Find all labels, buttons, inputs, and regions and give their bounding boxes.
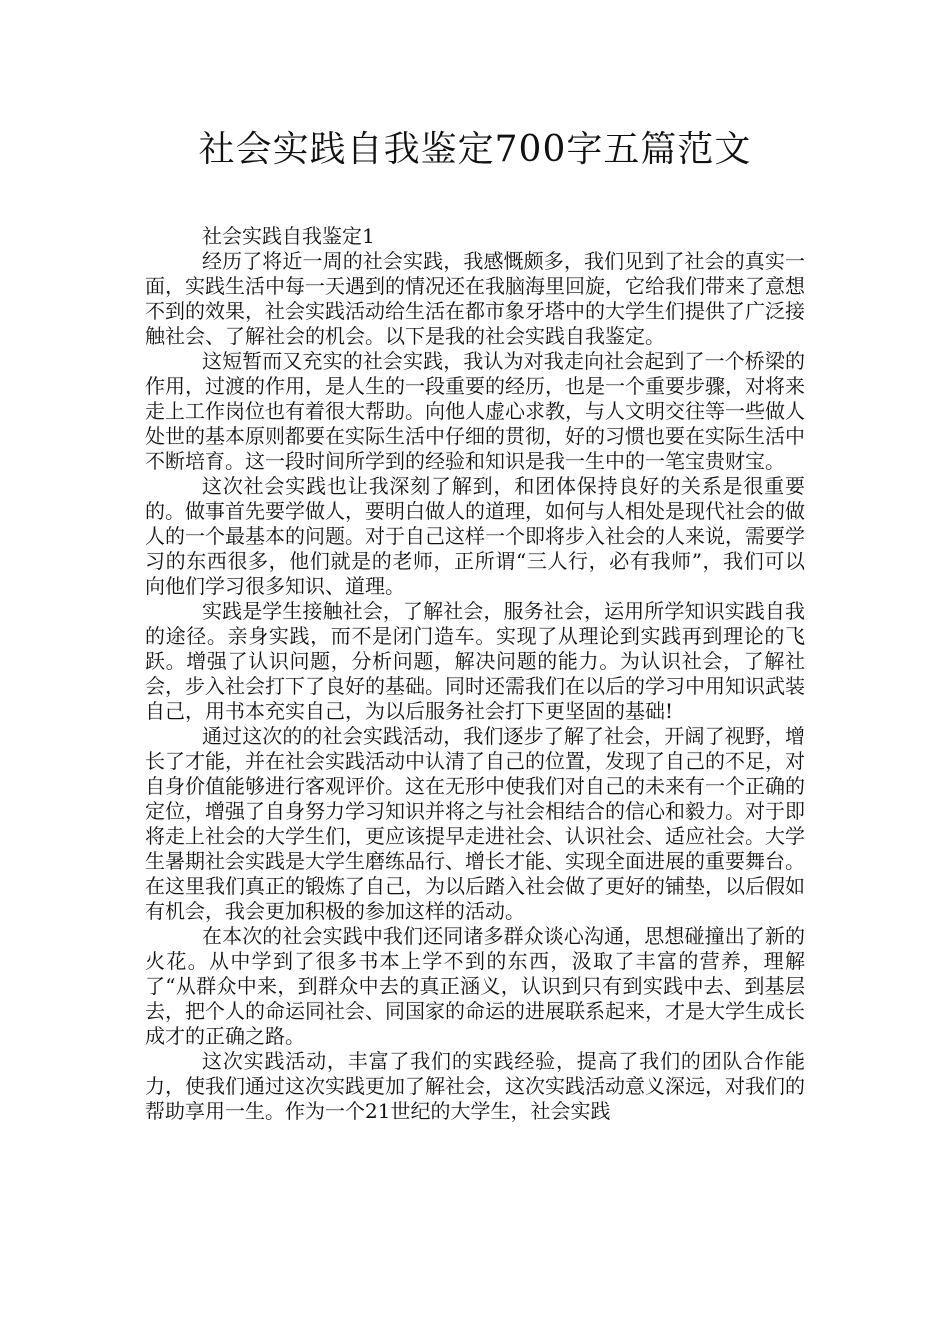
paragraph: 这次实践活动，丰富了我们的实践经验，提高了我们的团队合作能力，使我们通过这次实践更加了解社会，这次实践活动意义深远，对我们的帮助享用一生。作为一个21世纪的大学生，社会实践 — [145, 1049, 805, 1123]
document-body — [145, 224, 805, 1124]
paragraph: 经历了将近一周的社会实践，我感慨颇多，我们见到了社会的真实一面，实践生活中每一天遇到的情况还在我脑海里回旋，它给我们带来了意想不到的效果，社会实践活动给生活在都市象牙塔中的大学生们提供了广泛接触社会、了解社会的机会。以下是我的社会实践自我鉴定。 — [145, 249, 805, 348]
paragraph: 在本次的社会实践中我们还同诸多群众谈心沟通，思想碰撞出了新的火花。从中学到了很多书本上学不到的东西，汲取了丰富的营养，理解了“从群众中来，到群众中去的真正涵义，认识到只有到实践中去、到基层去，把个人的命运同社会、同国家的命运的进展联系起来，才是大学生成长成才的正确之路。 — [145, 924, 805, 1048]
paragraph: 这次社会实践也让我深刻了解到，和团体保持良好的关系是很重要的。做事首先要学做人，要明白做人的道理，如何与人相处是现代社会的做人的一个最基本的问题。对于自己这样一个即将步入社会的人来说，需要学习的东西很多，他们就是的老师，正所谓“三人行，必有我师”，我们可以向他们学习很多知识、道理。 — [145, 474, 805, 598]
page-title: 社会实践自我鉴定700字五篇范文 — [198, 129, 752, 170]
section-heading: 社会实践自我鉴定1 — [202, 224, 375, 248]
paragraph: 实践是学生接触社会，了解社会，服务社会，运用所学知识实践自我的途径。亲身实践，而不是闭门造车。实现了从理论到实践再到理论的飞跃。增强了认识问题，分析问题，解决问题的能力。为认识社会，了解社会，步入社会打下了良好的基础。同时还需我们在以后的学习中用知识武装自己，用书本充实自己，为以后服务社会打下更坚固的基础! — [145, 599, 805, 723]
paragraph: 这短暂而又充实的社会实践，我认为对我走向社会起到了一个桥梁的作用，过渡的作用，是人生的一段重要的经历，也是一个重要步骤，对将来走上工作岗位也有着很大帮助。向他人虚心求教，与人文明交往等一些做人处世的基本原则都要在实际生活中仔细的贯彻，好的习惯也要在实际生活中不断培育。这一段时间所学到的经验和知识是我一生中的一笔宝贵财宝。 — [145, 349, 805, 473]
paragraph: 通过这次的的社会实践活动，我们逐步了解了社会，开阔了视野，增长了才能，并在社会实践活动中认清了自己的位置，发现了自己的不足，对自身价值能够进行客观评价。这在无形中使我们对自己的未来有一个正确的定位，增强了自身努力学习知识并将之与社会相结合的信心和毅力。对于即将走上社会的大学生们，更应该提早走进社会、认识社会、适应社会。大学生暑期社会实践是大学生磨练品行、增长才能、实现全面进展的重要舞台。在这里我们真正的锻炼了自己，为以后踏入社会做了更好的铺垫，以后假如有机会，我会更加积极的参加这样的活动。 — [145, 724, 805, 923]
